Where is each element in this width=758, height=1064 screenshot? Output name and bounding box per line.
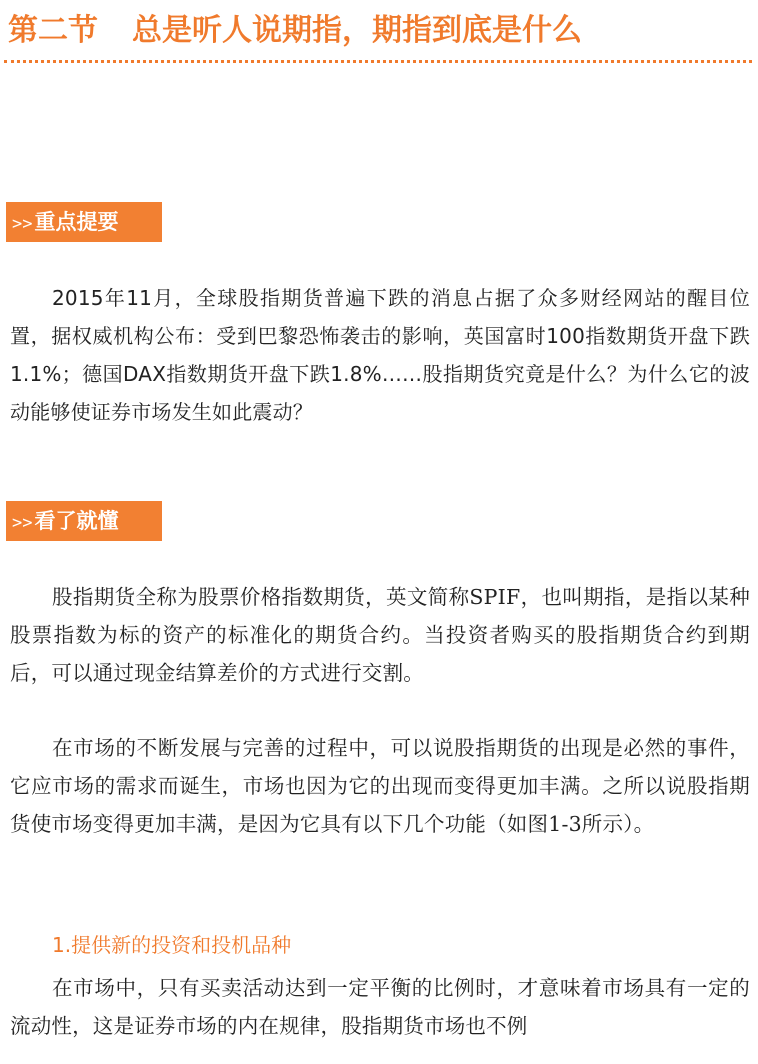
section-title <box>8 6 748 56</box>
development-paragraph: 在市场的不断发展与完善的过程中，可以说股指期货的出现是必然的事件，它应市场的需求而诞生，市场也因为它的出现而变得更加丰满。之所以说股指期货使市场变得更加丰满，是因为它具有以下几个功能（如图1-3所示）。 <box>10 736 750 836</box>
title-divider <box>4 60 752 63</box>
key-points-label: 重点提要 <box>34 210 119 234</box>
intro-paragraph: 2015年11月，全球股指期货普遍下跌的消息占据了众多财经网站的醒目位置，据权威机构公布：受到巴黎恐怖袭击的影响，英国富时100指数期货开盘下跌1.1%；德国DAX指数期货开盘下跌1.8%……股指期货究竟是什么？为什么它的波动能够使证券市场发生如此震动？ <box>10 286 750 424</box>
double-arrow-icon: >> <box>12 214 33 234</box>
liquidity-paragraph: 在市场中，只有买卖活动达到一定平衡的比例时，才意味着市场具有一定的流动性，这是证券市场的内在规律，股指期货市场也不例 <box>10 976 750 1038</box>
key-points-tag <box>6 202 162 242</box>
double-arrow-icon: >> <box>12 513 33 533</box>
subheading-investment-varieties: 1.提供新的投资和投机品种 <box>52 933 292 957</box>
understand-label: 看了就懂 <box>34 509 119 533</box>
definition-paragraph: 股指期货全称为股票价格指数期货，英文简称SPIF，也叫期指，是指以某种股票指数为标的资产的标准化的期货合约。当投资者购买的股指期货合约到期后，可以通过现金结算差价的方式进行交割。 <box>10 585 750 685</box>
understand-tag <box>6 501 162 541</box>
section-title-text: 总是听人说期指，期指到底是什么 <box>132 13 582 48</box>
section-number: 第二节 <box>8 13 98 48</box>
